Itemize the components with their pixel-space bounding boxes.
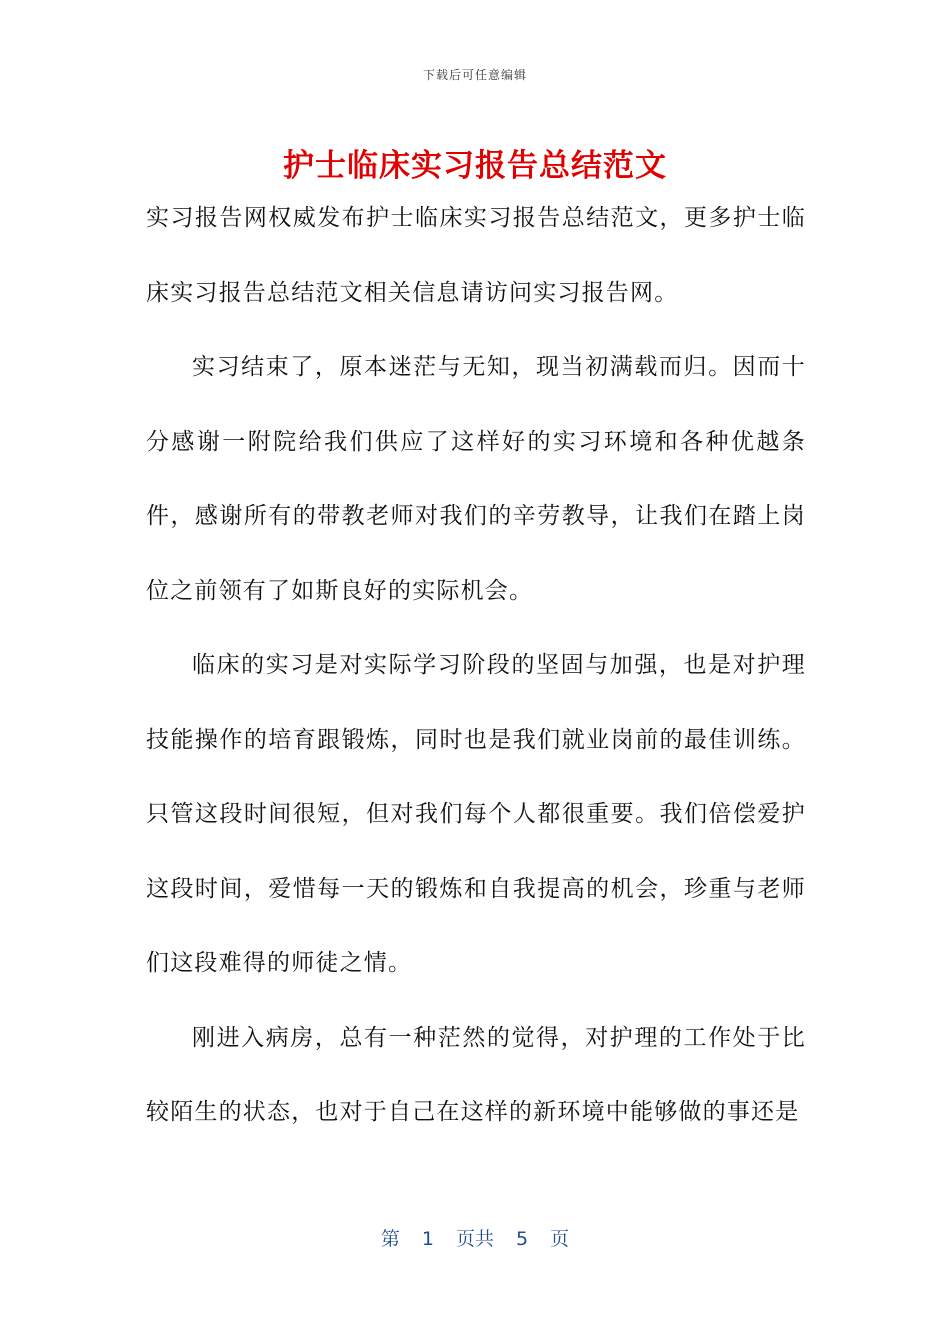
footer-current-page: 1 [421,1228,434,1250]
paragraph-intro: 实习报告网权威发布护士临床实习报告总结范文，更多护士临床实习报告总结范文相关信息请访问实习报告网。 [146,205,806,306]
header-note: 下载后可任意编辑 [422,68,527,82]
paragraph-1: 实习结束了，原本迷茫与无知，现当初满载而归。因而十分感谢一附院给我们供应了这样好的实习环境和各种优越条件，感谢所有的带教老师对我们的辛劳教导，让我们在踏上岗位之前领有了如斯良好的实际机会。 [146,354,806,604]
document-title: 护士临床实习报告总结范文 [283,148,667,184]
paragraph-3: 刚进入病房，总有一种茫然的觉得，对护理的工作处于比较陌生的状态，也对于自己在这样的新环境中能够做的事还是 [146,1024,806,1125]
page-footer [0,1224,950,1251]
document-body [146,181,806,1150]
paragraph-2: 临床的实习是对实际学习阶段的坚固与加强，也是对护理技能操作的培育跟锻炼，同时也是我们就业岗前的最佳训练。只管这段时间很短，但对我们每个人都很重要。我们倍偿爱护这段时间，爱惜每一天的锻炼和自我提高的机会，珍重与老师们这段难得的师徒之情。 [146,652,806,976]
footer-page-middle: 页共 [455,1228,494,1250]
footer-page-prefix: 第 [380,1228,400,1250]
footer-total-pages: 5 [516,1228,529,1250]
footer-page-suffix: 页 [550,1228,570,1250]
